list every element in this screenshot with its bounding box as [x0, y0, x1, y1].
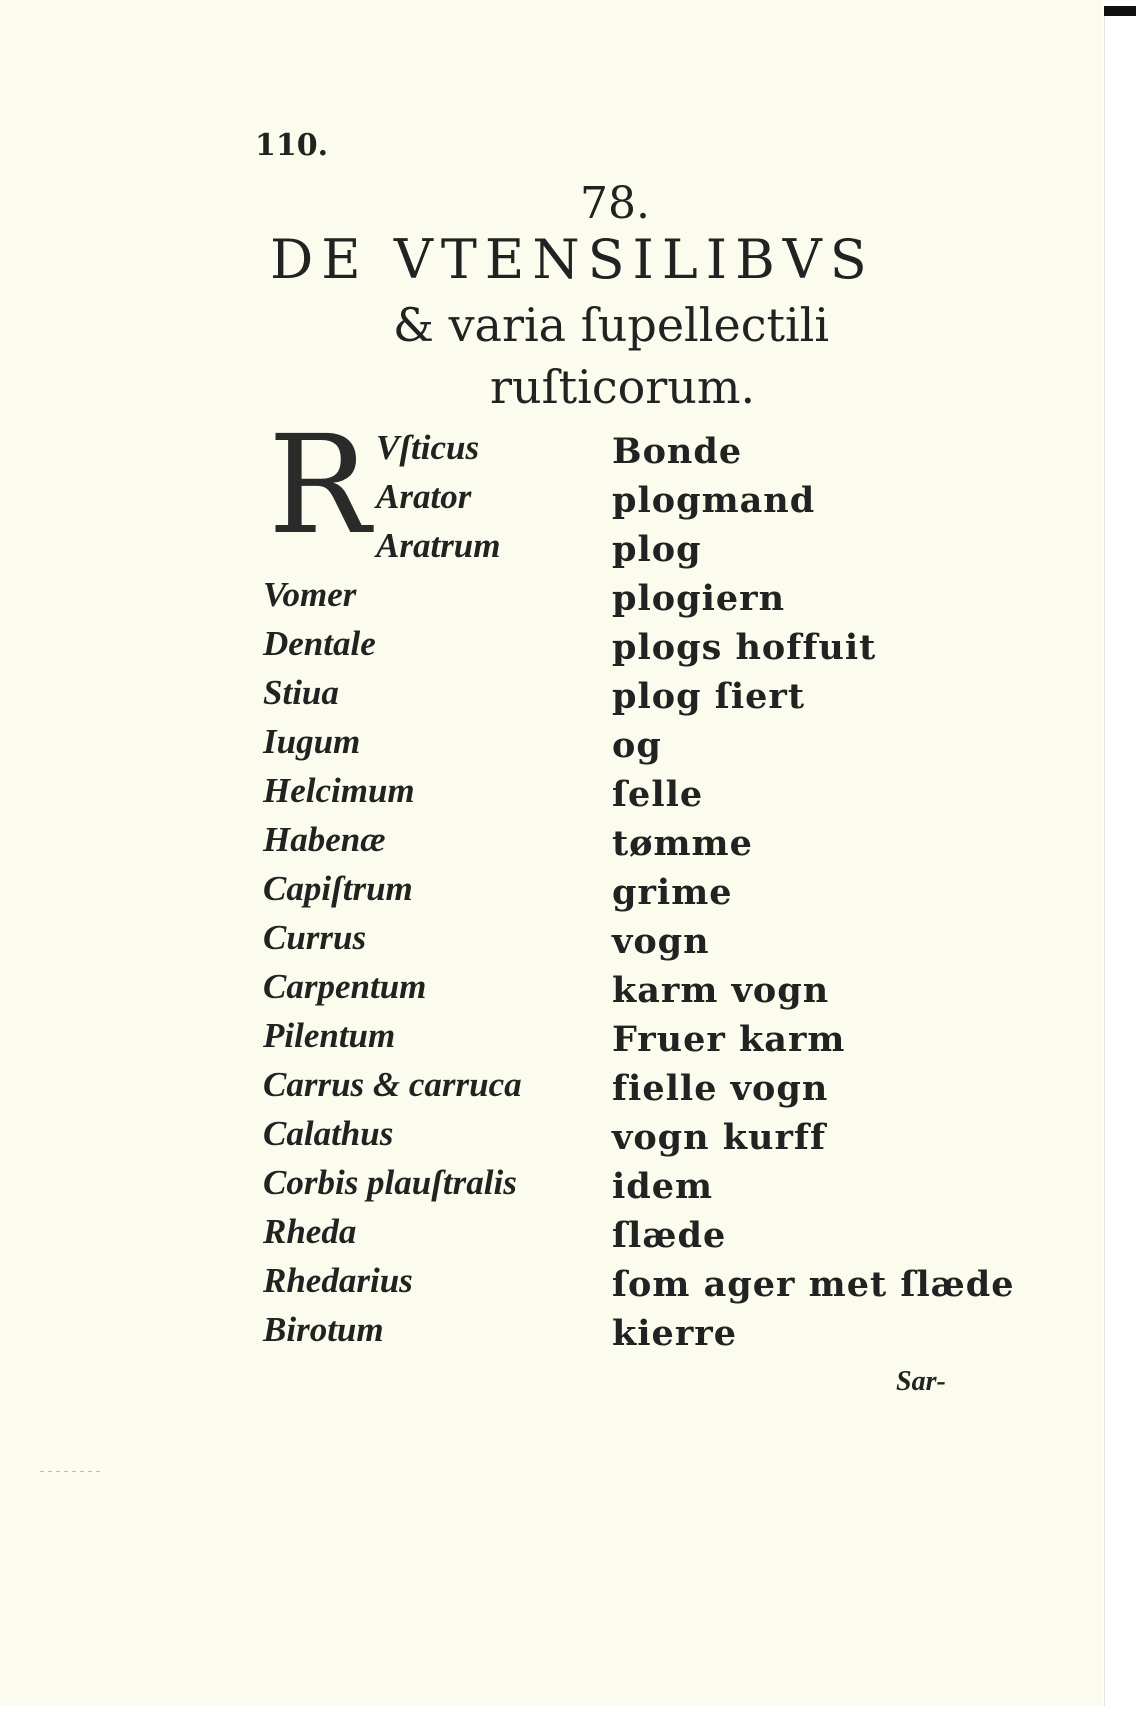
- danish-term-8: ſelle: [612, 774, 704, 815]
- latin-term-15: Calathus: [263, 1114, 394, 1153]
- danish-term-12: karm vogn: [612, 970, 830, 1011]
- latin-term-16: Corbis plauſtralis: [263, 1163, 517, 1202]
- danish-term-17: ſlæde: [612, 1215, 727, 1256]
- scan-edge-mark: [1104, 6, 1136, 16]
- latin-term-6: Stiua: [263, 673, 339, 712]
- chapter-title-line-3: ruſticorum.: [490, 360, 756, 414]
- chapter-title-line-2: & varia ſupellectili: [393, 298, 830, 352]
- latin-term-3: Aratrum: [376, 526, 501, 565]
- danish-term-16: idem: [612, 1166, 714, 1207]
- latin-term-4: Vomer: [263, 575, 357, 614]
- catchword: Sar-: [896, 1366, 946, 1397]
- latin-term-14: Carrus & carruca: [263, 1065, 522, 1104]
- drop-cap-initial: R: [268, 407, 371, 565]
- page-number: 110.: [255, 128, 329, 163]
- danish-term-14: fielle vogn: [612, 1068, 829, 1109]
- latin-term-5: Dentale: [263, 624, 376, 663]
- latin-term-8: Helcimum: [263, 771, 415, 810]
- latin-term-12: Carpentum: [263, 967, 427, 1006]
- danish-term-13: Fruer karm: [612, 1019, 846, 1060]
- latin-term-19: Birotum: [263, 1310, 384, 1349]
- latin-term-10: Capiſtrum: [263, 869, 413, 908]
- danish-term-4: plogiern: [612, 578, 786, 619]
- latin-term-13: Pilentum: [263, 1016, 396, 1055]
- danish-term-9: tømme: [612, 823, 753, 864]
- chapter-number: 78.: [580, 178, 650, 229]
- scan-artifact-line: [40, 1471, 100, 1472]
- danish-term-6: plog ſiert: [612, 676, 805, 717]
- danish-term-15: vogn kurff: [612, 1117, 827, 1158]
- danish-term-19: kierre: [612, 1313, 737, 1354]
- latin-term-18: Rhedarius: [263, 1261, 413, 1300]
- danish-term-18: ſom ager met ſlæde: [612, 1264, 1015, 1305]
- danish-term-2: plogmand: [612, 480, 816, 521]
- danish-term-1: Bonde: [612, 431, 743, 472]
- latin-term-7: Iugum: [263, 722, 361, 761]
- danish-term-10: grime: [612, 872, 733, 913]
- danish-term-3: plog: [612, 529, 702, 570]
- scan-edge-line: [1104, 16, 1105, 1706]
- danish-term-7: og: [612, 725, 662, 766]
- latin-term-9: Habenæ: [263, 820, 386, 859]
- danish-term-11: vogn: [612, 921, 710, 962]
- latin-term-17: Rheda: [263, 1212, 357, 1251]
- danish-term-5: plogs hoffuit: [612, 627, 877, 668]
- latin-term-11: Currus: [263, 918, 367, 957]
- chapter-title-line-1: DE VTENSILIBVS: [270, 228, 875, 291]
- latin-term-1: Vſticus: [376, 428, 480, 467]
- latin-term-2: Arator: [376, 477, 472, 516]
